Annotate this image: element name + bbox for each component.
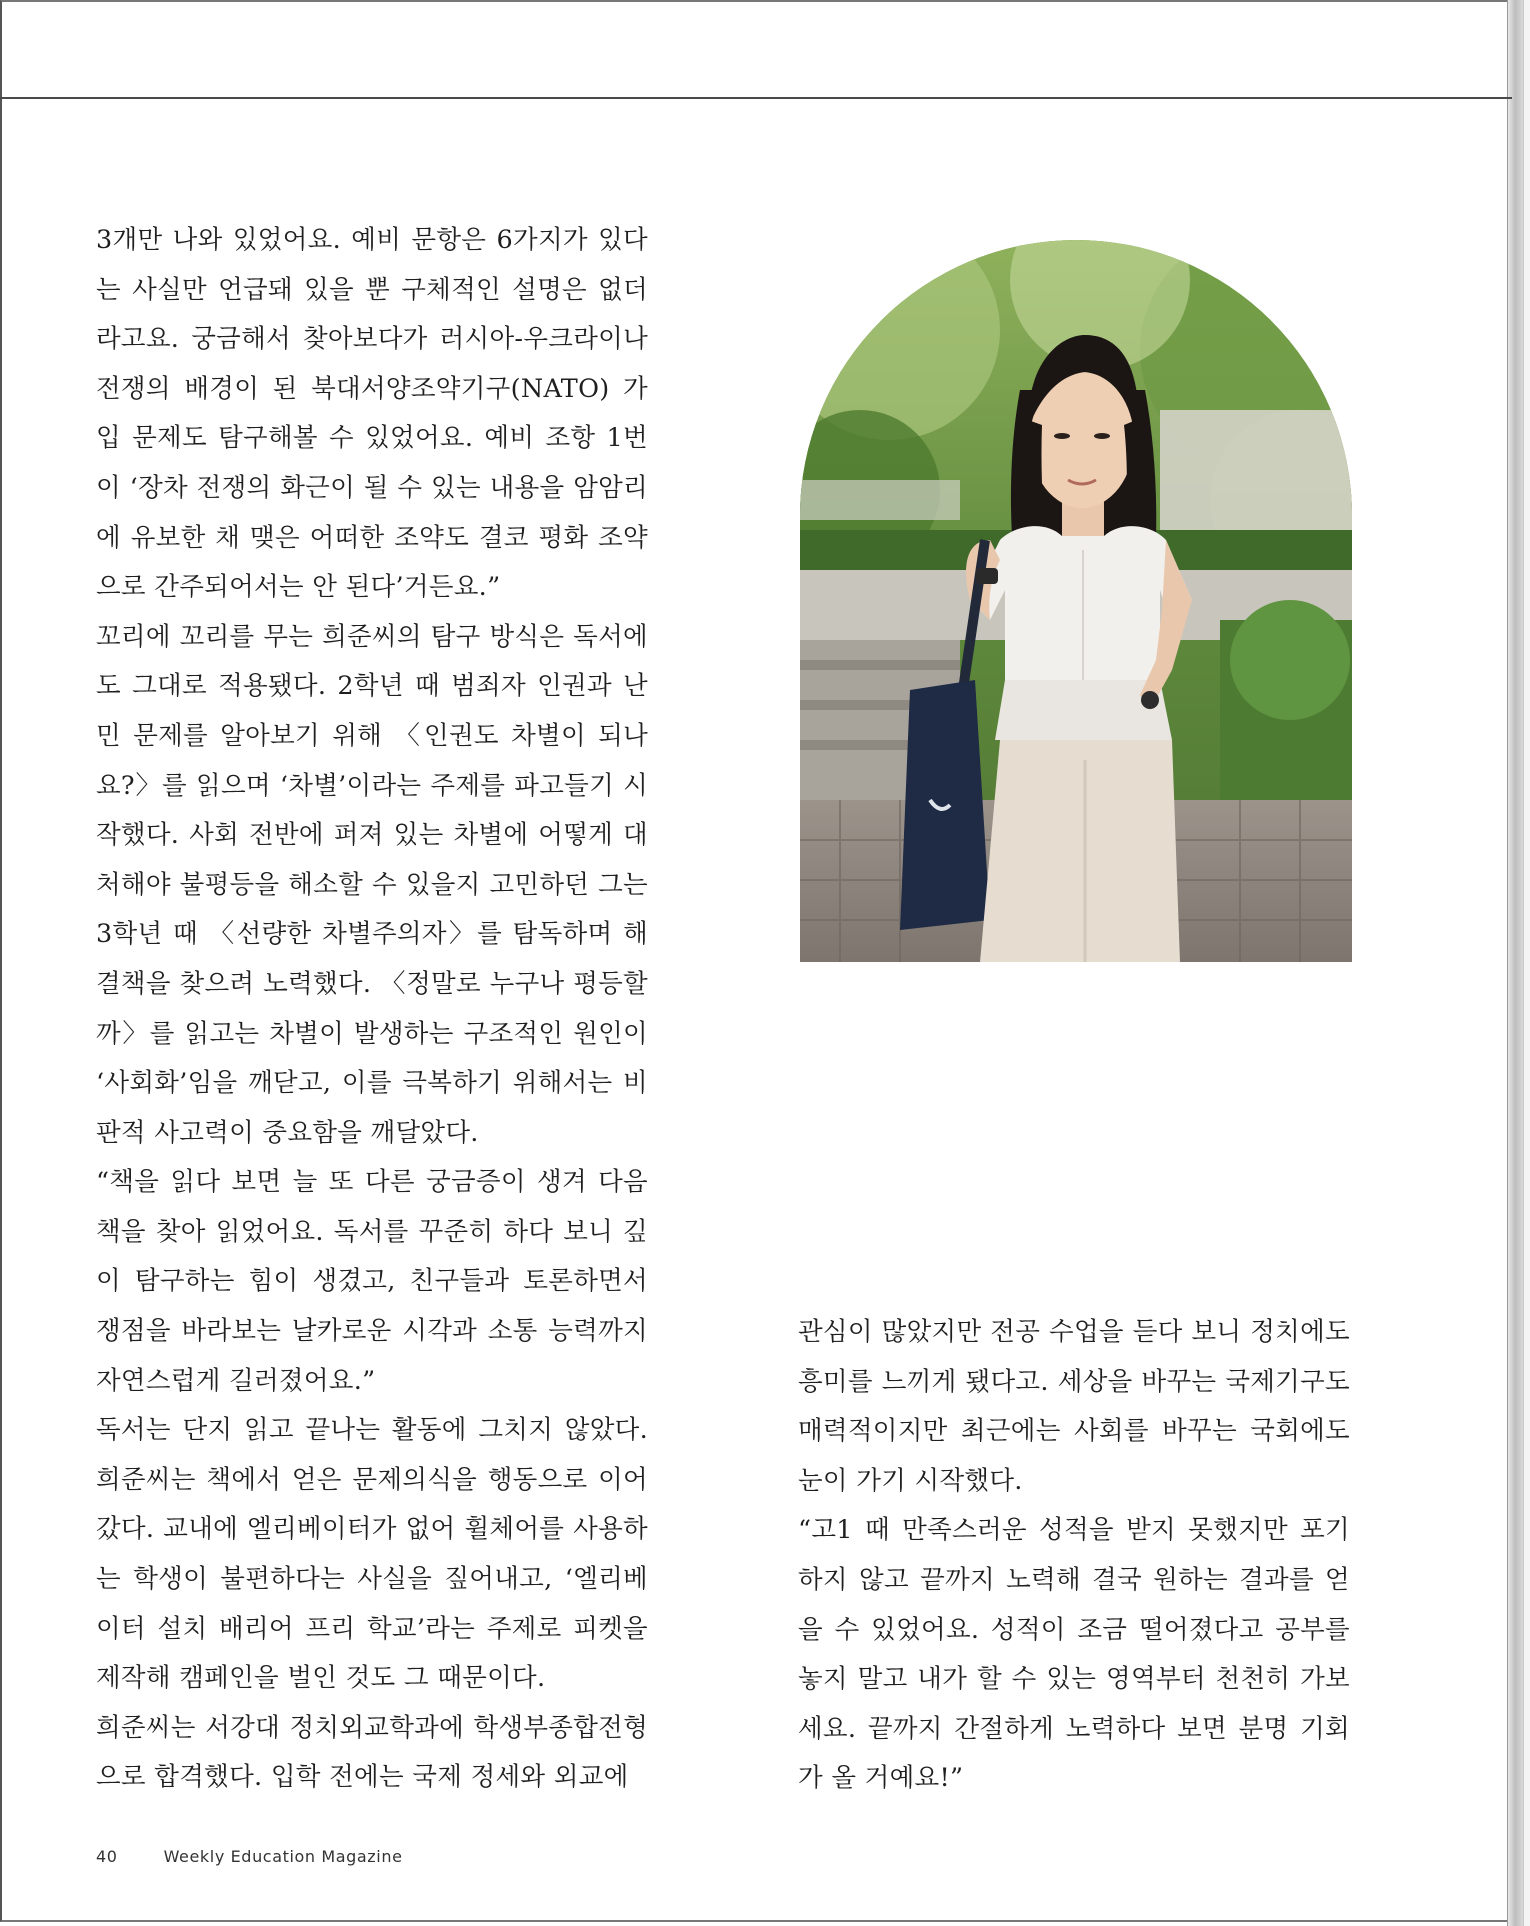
header-rule xyxy=(0,97,1512,99)
arched-portrait-photo xyxy=(800,240,1352,962)
page-number: 40 xyxy=(96,1847,118,1866)
page-edge-outer xyxy=(1523,0,1530,1926)
magazine-name: Weekly Education Magazine xyxy=(163,1847,403,1866)
paragraph: “고1 때 만족스러운 성적을 받지 못했지만 포기하지 않고 끝까지 노력해 결국 원하는 결과를 얻을 수 있었어요. 성적이 조금 떨어졌다고 공부를 놓지 말고 내가 할 수 있는 영역부터 천천히 가보세요. 끝까지 간절하게 노력하다 보면 분명 기회가 올 거예요!” xyxy=(798,1515,1350,1794)
page-footer xyxy=(96,1847,403,1866)
right-text-column xyxy=(798,1308,1350,1804)
portrait-illustration xyxy=(800,240,1352,962)
paragraph: 관심이 많았지만 전공 수업을 듣다 보니 정치에도 흥미를 느끼게 됐다고. 세상을 바꾸는 국제기구도 매력적이지만 최근에는 사회를 바꾸는 국회에도 눈이 가기 시작했다. xyxy=(798,1317,1350,1496)
paragraph: 꼬리에 꼬리를 무는 희준씨의 탐구 방식은 독서에도 그대로 적용됐다. 2학년 때 범죄자 인권과 난민 문제를 알아보기 위해 〈인권도 차별이 되나요?〉를 읽으며 ‘차별’이라는 주제를 파고들기 시작했다. 사회 전반에 퍼져 있는 차별에 어떻게 대처해야 불평등을 해소할 수 있을지 고민하던 그는 3학년 때 〈선량한 차별주의자〉를 탐독하며 해결책을 찾으려 노력했다. 〈정말로 누구나 평등할까〉를 읽고는 차별이 발생하는 구조적인 원인이 ‘사회화’임을 깨닫고, 이를 극복하기 위해서는 비판적 사고력이 중요함을 깨달았다. xyxy=(96,621,648,1148)
paragraph: 3개만 나와 있었어요. 예비 문항은 6가지가 있다는 사실만 언급돼 있을 뿐 구체적인 설명은 없더라고요. 궁금해서 찾아보다가 러시아-우크라이나 전쟁의 배경이 된 북대서양조약기구(NATO) 가입 문제도 탐구해볼 수 있었어요. 예비 조항 1번이 ‘장차 전쟁의 화근이 될 수 있는 내용을 암암리에 유보한 채 맺은 어떠한 조약도 결코 평화 조약으로 간주되어서는 안 된다’거든요.” xyxy=(96,225,648,603)
page-edge xyxy=(1507,0,1524,1926)
left-text-column xyxy=(96,216,648,1803)
paragraph: “책을 읽다 보면 늘 또 다른 궁금증이 생겨 다음 책을 찾아 읽었어요. 독서를 꾸준히 하다 보니 깊이 탐구하는 힘이 생겼고, 친구들과 토론하면서 쟁점을 바라보는 날카로운 시각과 소통 능력까지 자연스럽게 길러졌어요.” xyxy=(96,1167,648,1396)
paragraph: 독서는 단지 읽고 끝나는 활동에 그치지 않았다. 희준씨는 책에서 얻은 문제의식을 행동으로 이어갔다. 교내에 엘리베이터가 없어 휠체어를 사용하는 학생이 불편하다는 사실을 짚어내고, ‘엘리베이터 설치 배리어 프리 학교’라는 주제로 피켓을 제작해 캠페인을 벌인 것도 그 때문이다. xyxy=(96,1415,648,1694)
paragraph: 희준씨는 서강대 정치외교학과에 학생부종합전형으로 합격했다. 입학 전에는 국제 정세와 외교에 xyxy=(96,1712,648,1793)
